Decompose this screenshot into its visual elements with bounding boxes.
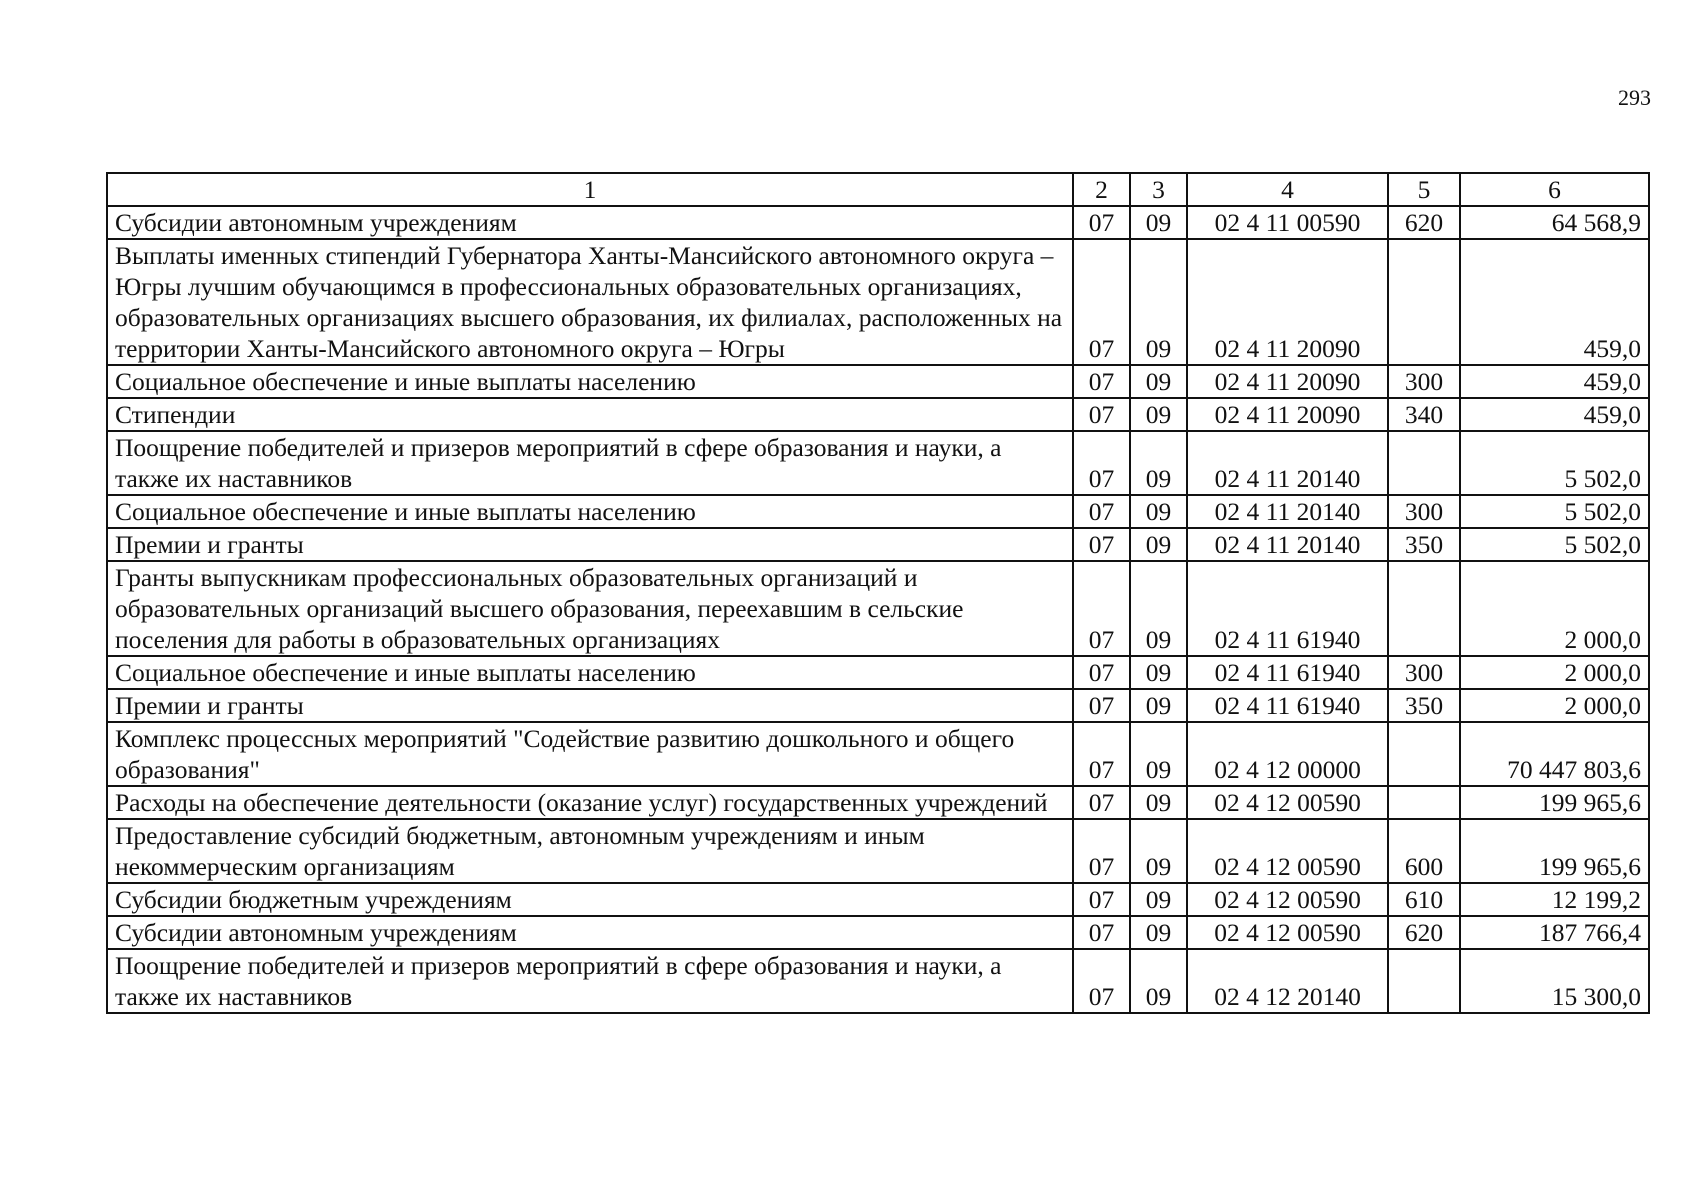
cell-section: 07: [1073, 528, 1130, 561]
cell-subsection: 09: [1130, 722, 1187, 786]
cell-name: Социальное обеспечение и иные выплаты населению: [107, 365, 1073, 398]
cell-section: 07: [1073, 206, 1130, 239]
cell-name: Субсидии автономным учреждениям: [107, 206, 1073, 239]
cell-amount: 12 199,2: [1460, 883, 1649, 916]
cell-subsection: 09: [1130, 206, 1187, 239]
cell-expense-type: [1388, 239, 1460, 365]
cell-name: Комплекс процессных мероприятий "Содействие развитию дошкольного и общего образования": [107, 722, 1073, 786]
cell-target-code: 02 4 12 00590: [1187, 819, 1388, 883]
table-row: [107, 949, 1649, 1013]
cell-name: Социальное обеспечение и иные выплаты населению: [107, 656, 1073, 689]
page-number: 293: [1618, 85, 1651, 110]
cell-target-code: 02 4 11 00590: [1187, 206, 1388, 239]
cell-target-code: 02 4 11 20090: [1187, 365, 1388, 398]
cell-target-code: 02 4 11 61940: [1187, 656, 1388, 689]
cell-section: 07: [1073, 916, 1130, 949]
cell-expense-type: 350: [1388, 528, 1460, 561]
header-col-6: 6: [1460, 173, 1649, 206]
cell-target-code: 02 4 11 61940: [1187, 561, 1388, 656]
cell-name: Социальное обеспечение и иные выплаты населению: [107, 495, 1073, 528]
table-row: [107, 206, 1649, 239]
header-col-2: 2: [1073, 173, 1130, 206]
budget-table: [106, 172, 1650, 1014]
cell-expense-type: 340: [1388, 398, 1460, 431]
cell-section: 07: [1073, 883, 1130, 916]
cell-expense-type: [1388, 431, 1460, 495]
cell-amount: 459,0: [1460, 398, 1649, 431]
cell-subsection: 09: [1130, 689, 1187, 722]
cell-target-code: 02 4 11 20090: [1187, 398, 1388, 431]
cell-section: 07: [1073, 689, 1130, 722]
cell-subsection: 09: [1130, 561, 1187, 656]
cell-expense-type: [1388, 949, 1460, 1013]
table-row: [107, 819, 1649, 883]
cell-section: 07: [1073, 949, 1130, 1013]
table-header-row: [107, 173, 1649, 206]
table-row: [107, 365, 1649, 398]
header-col-5: 5: [1388, 173, 1460, 206]
cell-amount: 199 965,6: [1460, 819, 1649, 883]
cell-section: 07: [1073, 239, 1130, 365]
cell-subsection: 09: [1130, 365, 1187, 398]
cell-target-code: 02 4 11 20140: [1187, 528, 1388, 561]
cell-subsection: 09: [1130, 949, 1187, 1013]
cell-section: 07: [1073, 365, 1130, 398]
cell-amount: 187 766,4: [1460, 916, 1649, 949]
cell-subsection: 09: [1130, 495, 1187, 528]
table-row: [107, 916, 1649, 949]
cell-amount: 70 447 803,6: [1460, 722, 1649, 786]
cell-target-code: 02 4 12 00590: [1187, 883, 1388, 916]
cell-target-code: 02 4 11 20140: [1187, 495, 1388, 528]
cell-name: Премии и гранты: [107, 689, 1073, 722]
cell-amount: 2 000,0: [1460, 689, 1649, 722]
cell-amount: 459,0: [1460, 239, 1649, 365]
cell-subsection: 09: [1130, 431, 1187, 495]
cell-amount: 15 300,0: [1460, 949, 1649, 1013]
cell-target-code: 02 4 12 00590: [1187, 916, 1388, 949]
cell-section: 07: [1073, 819, 1130, 883]
cell-subsection: 09: [1130, 239, 1187, 365]
cell-amount: 199 965,6: [1460, 786, 1649, 819]
cell-amount: 64 568,9: [1460, 206, 1649, 239]
cell-subsection: 09: [1130, 656, 1187, 689]
cell-subsection: 09: [1130, 528, 1187, 561]
cell-target-code: 02 4 11 20140: [1187, 431, 1388, 495]
header-col-4: 4: [1187, 173, 1388, 206]
cell-section: 07: [1073, 786, 1130, 819]
cell-amount: 459,0: [1460, 365, 1649, 398]
table-row: [107, 786, 1649, 819]
table-row: [107, 656, 1649, 689]
cell-target-code: 02 4 12 00000: [1187, 722, 1388, 786]
cell-expense-type: 300: [1388, 656, 1460, 689]
header-col-3: 3: [1130, 173, 1187, 206]
cell-subsection: 09: [1130, 883, 1187, 916]
cell-amount: 5 502,0: [1460, 528, 1649, 561]
table-row: [107, 398, 1649, 431]
cell-target-code: 02 4 11 61940: [1187, 689, 1388, 722]
cell-name: Поощрение победителей и призеров мероприятий в сфере образования и науки, а также их наставников: [107, 431, 1073, 495]
table-row: [107, 431, 1649, 495]
cell-expense-type: 300: [1388, 495, 1460, 528]
cell-name: Премии и гранты: [107, 528, 1073, 561]
cell-name: Расходы на обеспечение деятельности (оказание услуг) государственных учреждений: [107, 786, 1073, 819]
table-row: [107, 495, 1649, 528]
cell-section: 07: [1073, 656, 1130, 689]
cell-amount: 2 000,0: [1460, 561, 1649, 656]
cell-target-code: 02 4 12 20140: [1187, 949, 1388, 1013]
cell-expense-type: 620: [1388, 206, 1460, 239]
cell-expense-type: 300: [1388, 365, 1460, 398]
cell-expense-type: 350: [1388, 689, 1460, 722]
cell-section: 07: [1073, 722, 1130, 786]
table-row: [107, 239, 1649, 365]
cell-section: 07: [1073, 495, 1130, 528]
table-row: [107, 528, 1649, 561]
cell-amount: 5 502,0: [1460, 431, 1649, 495]
cell-expense-type: 620: [1388, 916, 1460, 949]
header-col-1: 1: [107, 173, 1073, 206]
cell-subsection: 09: [1130, 819, 1187, 883]
cell-expense-type: 610: [1388, 883, 1460, 916]
cell-name: Гранты выпускникам профессиональных образовательных организаций и образовательных организаций высшего образования, переехавшим в сельские поселения для работы в образовательных организациях: [107, 561, 1073, 656]
cell-target-code: 02 4 11 20090: [1187, 239, 1388, 365]
cell-expense-type: [1388, 786, 1460, 819]
cell-expense-type: [1388, 561, 1460, 656]
cell-name: Субсидии автономным учреждениям: [107, 916, 1073, 949]
cell-amount: 5 502,0: [1460, 495, 1649, 528]
table-row: [107, 883, 1649, 916]
cell-subsection: 09: [1130, 398, 1187, 431]
cell-name: Выплаты именных стипендий Губернатора Ханты-Мансийского автономного округа – Югры лучшим обучающимся в профессиональных образовательных организациях, образовательных организациях высшего образования, их филиалах, расположенных на территории Ханты-Мансийского автономного округа – Югры: [107, 239, 1073, 365]
cell-name: Стипендии: [107, 398, 1073, 431]
cell-expense-type: [1388, 722, 1460, 786]
table-body: [107, 206, 1649, 1013]
table-row: [107, 689, 1649, 722]
cell-section: 07: [1073, 431, 1130, 495]
table-row: [107, 722, 1649, 786]
cell-name: Субсидии бюджетным учреждениям: [107, 883, 1073, 916]
cell-name: Предоставление субсидий бюджетным, автономным учреждениям и иным некоммерческим организациям: [107, 819, 1073, 883]
cell-expense-type: 600: [1388, 819, 1460, 883]
cell-section: 07: [1073, 561, 1130, 656]
cell-target-code: 02 4 12 00590: [1187, 786, 1388, 819]
cell-name: Поощрение победителей и призеров мероприятий в сфере образования и науки, а также их наставников: [107, 949, 1073, 1013]
cell-section: 07: [1073, 398, 1130, 431]
cell-subsection: 09: [1130, 786, 1187, 819]
cell-subsection: 09: [1130, 916, 1187, 949]
cell-amount: 2 000,0: [1460, 656, 1649, 689]
table-row: [107, 561, 1649, 656]
